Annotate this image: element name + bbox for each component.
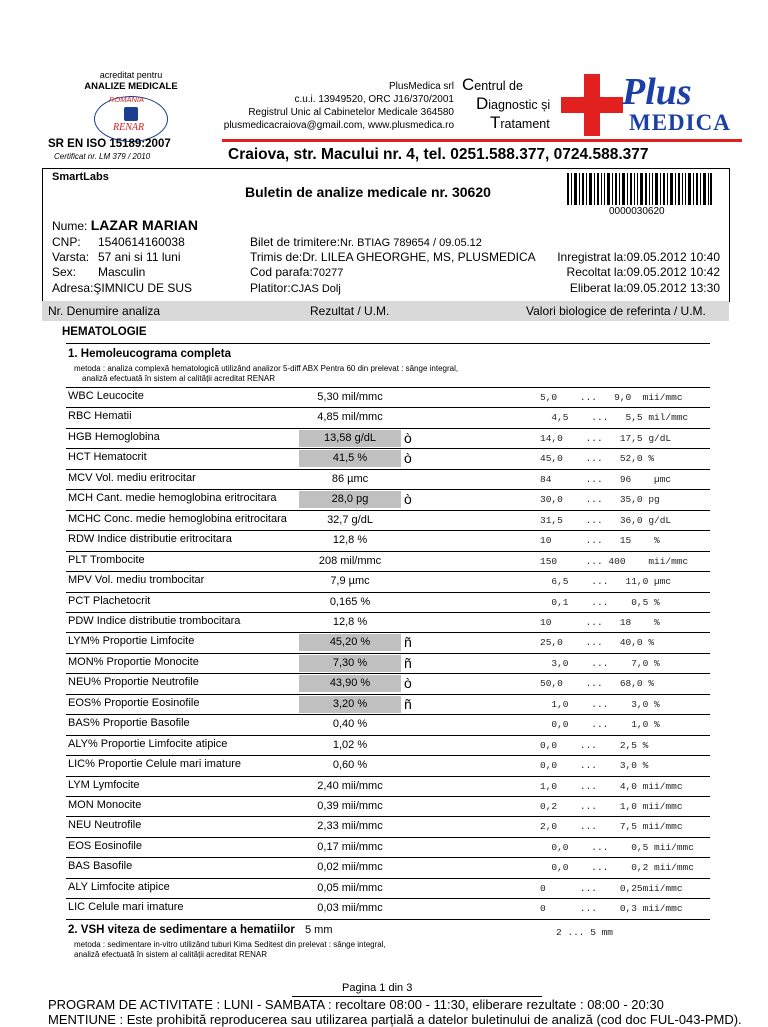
clinic-address: Craiova, str. Macului nr. 4, tel. 0251.588.377, 0724.588.377 [228, 146, 649, 163]
row-divider [66, 714, 710, 715]
renar-seal [94, 96, 168, 142]
company-cui: c.u.i. 13949520, ORC J16/370/2001 [294, 94, 454, 105]
code-row [250, 265, 343, 279]
iso-standard: SR EN ISO 15189:2007 [48, 138, 171, 150]
out-of-range-flag: ò [404, 675, 412, 692]
test-name: MON% Proportie Monocite [68, 655, 199, 668]
ticket-row [250, 235, 482, 249]
test-result: 7,30 % [299, 655, 401, 672]
row-divider [66, 673, 710, 674]
test-result: 41,5 % [299, 450, 401, 467]
test-name: NEU Neutrofile [68, 819, 142, 832]
test-name: PDW Indice distributie trombocitara [68, 614, 241, 627]
cnp-label: CNP: [52, 235, 81, 249]
test-name: LYM% Proportie Limfocite [68, 635, 195, 648]
company-register: Registrul Unic al Cabinetelor Medicale 364580 [248, 107, 454, 118]
registered-date: Inregistrat la:09.05.2012 10:40 [557, 250, 720, 264]
payer-value: CJAS Dolj [290, 283, 341, 295]
row-divider [66, 919, 710, 920]
out-of-range-flag: ñ [404, 634, 412, 651]
lab-name: SmartLabs [52, 171, 109, 183]
test1-title: 1. Hemoleucograma completa [68, 348, 231, 360]
row-divider [66, 551, 710, 552]
name-label: Nume: [52, 219, 88, 233]
reference-range: 25,0 ... 40,0 % [540, 637, 655, 649]
row-divider [66, 612, 710, 613]
accreditation-line2: ANALIZE MEDICALE [84, 81, 178, 92]
accreditation-line1: acreditat pentru [99, 70, 163, 80]
test-result: 43,90 % [299, 675, 401, 692]
test-name: BAS Basofile [68, 860, 133, 873]
test-name: EOS Eosinofile [68, 839, 142, 852]
age-label: Varsta: [52, 250, 90, 264]
cnp-value: 1540614160038 [98, 235, 185, 249]
sent-value: Dr. LILEA GHEORGHE, MS, PLUSMEDICA [302, 250, 536, 264]
reference-range: 1,0 ... 4,0 mii/mmc [540, 780, 683, 792]
reference-range: 0,2 ... 1,0 mii/mmc [540, 801, 683, 812]
col-name-header: Nr. Denumire analiza [48, 304, 161, 318]
sex-label: Sex: [52, 265, 77, 279]
test-result: 5,30 mil/mmc [317, 391, 383, 403]
reference-range: 0,0 ... 2,5 % [540, 739, 649, 751]
row-divider [66, 592, 710, 593]
test-name: HCT Hematocrit [68, 451, 147, 464]
center-initial-t: T [490, 113, 501, 132]
test-result: 0,17 mii/mmc [317, 840, 383, 853]
test-name: RDW Indice distributie eritrocitara [68, 533, 232, 546]
row-divider [66, 735, 710, 736]
row-divider [66, 653, 710, 654]
code-label: Cod parafa: [250, 265, 313, 279]
age-value: 57 ani si 11 luni [98, 250, 181, 264]
row-divider [66, 776, 710, 777]
col-result-header: Rezultat / U.M. [310, 304, 390, 318]
test-result: 0,39 mii/mmc [317, 800, 383, 812]
row-divider [66, 489, 710, 490]
test-result: 0,60 % [332, 759, 368, 772]
center-line1: entrul de [474, 79, 523, 93]
test-name: LYM Lymfocite [68, 778, 140, 791]
row-divider [66, 530, 710, 531]
col-reference-header: Valori biologice de referinta / U.M. [526, 304, 706, 318]
reference-range: 0,0 ... 0,2 mii/mmc [540, 862, 694, 874]
seal-name: RENAR [113, 122, 145, 133]
out-of-range-flag: ñ [404, 695, 412, 712]
row-divider [66, 837, 710, 838]
center-line3: ratament [500, 117, 550, 131]
crest-icon [124, 107, 138, 121]
reference-range: 4,5 ... 5,5 mil/mmc [540, 412, 689, 424]
row-divider [66, 448, 710, 449]
payer-row [250, 281, 341, 295]
test1-method-line2: analiză efectuată în sistem al calității acreditat RENAR [82, 374, 275, 383]
center-name [462, 76, 550, 133]
test-result: 0,02 mii/mmc [317, 861, 383, 874]
reference-range: 2,0 ... 7,5 mii/mmc [540, 821, 683, 833]
test-result: 208 mil/mmc [318, 554, 382, 567]
out-of-range-flag: ñ [404, 654, 412, 671]
reference-range: 30,0 ... 35,0 pg [540, 494, 660, 506]
reference-range: 150 ... 400 mii/mmc [540, 555, 689, 567]
test-result: 0,03 mii/mmc [317, 902, 383, 915]
patient-name: LAZAR MARIAN [90, 217, 199, 233]
reference-range: 0,1 ... 0,5 % [540, 596, 660, 608]
address-row [52, 281, 192, 295]
center-initial-c: C [462, 75, 475, 94]
row-divider [66, 857, 710, 858]
test-name: HGB Hemoglobina [68, 430, 160, 443]
reference-range: 0,0 ... 3,0 % [540, 760, 649, 772]
company-registration [210, 80, 454, 132]
out-of-range-flag: ò [404, 429, 412, 446]
footer-program: PROGRAM DE ACTIVITATE : LUNI - SAMBATA : recoltare 08:00 - 11:30, eliberare rezultate : 08:00 - 20:30 [48, 997, 664, 1012]
patient-name-row [52, 217, 198, 233]
seal-country: ROMANIA [109, 95, 145, 104]
test-name: WBC Leucocite [68, 390, 144, 402]
test-result: 7,9 µmc [330, 575, 370, 588]
test-result: 1,02 % [332, 738, 368, 751]
sent-row [250, 250, 536, 264]
row-divider [66, 387, 710, 388]
sex-value: Masculin [98, 265, 146, 279]
reference-range: 14,0 ... 17,5 g/dL [540, 432, 672, 444]
code-value: 70277 [312, 267, 344, 279]
test-result: 45,20 % [299, 634, 401, 651]
test-name: MCH Cant. medie hemoglobina eritrocitara [68, 492, 277, 505]
test-result: 28,0 pg [299, 491, 401, 508]
section-title: HEMATOLOGIE [62, 326, 147, 338]
test-result: 0,05 mii/mmc [317, 881, 383, 894]
out-of-range-flag: ò [404, 491, 412, 508]
logo-medica: MEDICA [629, 110, 731, 135]
test-name: ALY% Proportie Limfocite atipice [68, 737, 228, 750]
test2-title: 2. VSH viteza de sedimentare a hematiilor [68, 924, 295, 936]
page-number: Pagina 1 din 3 [342, 982, 413, 994]
row-divider [66, 878, 710, 879]
reference-range: 84 ... 96 µmc [540, 473, 672, 485]
row-divider [66, 510, 710, 511]
center-line2: iagnostic și [488, 98, 551, 112]
reference-range: 6,5 ... 11,0 µmc [540, 576, 672, 588]
company-contact: plusmedicacraiova@gmail.com, www.plusmedica.ro [223, 120, 454, 131]
reference-range: 10 ... 18 % [540, 616, 660, 628]
reference-range: 0,0 ... 0,5 mii/mmc [540, 841, 694, 853]
test-name: BAS% Proportie Basofile [68, 717, 190, 730]
patient-address: ŞIMNICU DE SUS [93, 281, 193, 295]
report-title: Buletin de analize medicale nr. 30620 [245, 184, 491, 200]
reference-range: 0 ... 0,25mii/mmc [540, 882, 683, 894]
test-result: 0,165 % [329, 595, 371, 608]
released-date: Eliberat la:09.05.2012 13:30 [569, 281, 720, 295]
reference-range: 0 ... 0,3 mii/mmc [540, 903, 683, 915]
reference-range: 45,0 ... 52,0 % [540, 453, 655, 465]
barcode-icon [567, 173, 712, 205]
out-of-range-flag: ò [404, 450, 412, 467]
ticket-value: Nr. BTIAG 789654 / 09.05.12 [340, 237, 482, 249]
test-name: PLT Trombocite [68, 553, 145, 566]
row-divider [66, 694, 710, 695]
header-divider [222, 139, 742, 142]
test-name: MON Monocite [68, 799, 142, 811]
reference-range: 0,0 ... 1,0 % [540, 719, 660, 731]
center-initial-d: D [476, 94, 489, 113]
test-result: 2,33 mii/mmc [317, 820, 383, 833]
collected-date: Recoltat la:09.05.2012 10:42 [566, 265, 720, 279]
row-divider [66, 469, 710, 470]
test-name: MCV Vol. mediu eritrocitar [68, 471, 196, 484]
payer-label: Platitor: [250, 281, 291, 295]
test-result: 3,20 % [299, 696, 401, 713]
row-divider [66, 898, 710, 899]
logo-plus: Plus [622, 71, 692, 113]
reference-range: 31,5 ... 36,0 g/dL [540, 514, 672, 526]
reference-range: 5,0 ... 9,0 mii/mmc [540, 392, 683, 403]
test-name: MCHC Conc. medie hemoglobina eritrocitara [68, 512, 287, 525]
ticket-label: Bilet de trimitere: [250, 235, 341, 249]
test-name: PCT Plachetocrit [68, 594, 151, 607]
test1-method-line1: metoda : analiza complexă hematologică utilizând analizor 5-diff ABX Pentra 60 din prelevat : sânge integral, [74, 364, 459, 373]
test-name: MPV Vol. mediu trombocitar [68, 574, 205, 587]
row-divider [66, 632, 710, 633]
test-result: 0,40 % [332, 718, 368, 731]
test-result: 86 µmc [331, 472, 369, 485]
row-divider [66, 816, 710, 817]
accreditation-text [72, 70, 190, 92]
certificate-number: Certificat nr. LM 379 / 2010 [54, 152, 151, 161]
row-divider [66, 755, 710, 756]
barcode-number: 0000030620 [609, 206, 665, 217]
test-name: RBC Hematii [68, 410, 132, 423]
footer-mention: MENTIUNE : Este prohibită reproducerea sau utilizarea parțială a datelor buletinului de analiză (cod doc FUL-043-PMD). [48, 1012, 742, 1027]
test2-result: 5 mm [305, 924, 333, 936]
row-divider [66, 428, 710, 429]
sent-label: Trimis de: [250, 250, 303, 264]
test-name: LIC% Proportie Celule mari imature [68, 758, 242, 771]
row-divider [66, 571, 710, 572]
row-divider [66, 796, 710, 797]
test-name: ALY Limfocite atipice [68, 880, 170, 893]
test-result: 12,8 % [332, 534, 368, 547]
section-divider [66, 343, 710, 344]
test2-reference: 2 ... 5 mm [556, 927, 614, 938]
test-result: 4,85 mil/mmc [317, 411, 383, 424]
test2-method-line1: metoda : sedimentare in-vitro utilizând tuburi Kima Seditest din prelevat : sânge integral, [74, 940, 386, 949]
test-result: 2,40 mii/mmc [317, 779, 383, 792]
reference-range: 10 ... 15 % [540, 535, 660, 547]
test-name: LIC Celule mari imature [68, 901, 184, 914]
test2-method-line2: analiză efectuată în sistem al calității acreditat RENAR [74, 950, 267, 959]
test-name: NEU% Proportie Neutrofile [68, 676, 199, 689]
test-name: EOS% Proportie Eosinofile [68, 696, 200, 709]
address-label: Adresa: [52, 281, 94, 295]
reference-range: 1,0 ... 3,0 % [540, 698, 660, 710]
reference-range: 50,0 ... 68,0 % [540, 678, 655, 690]
test-result: 13,58 g/dL [299, 430, 401, 447]
reference-range: 3,0 ... 7,0 % [540, 657, 660, 669]
row-divider [66, 407, 710, 408]
company-name: PlusMedica srl [388, 81, 454, 92]
test-result: 32,7 g/dL [327, 513, 373, 526]
test-result: 12,8 % [332, 615, 368, 628]
